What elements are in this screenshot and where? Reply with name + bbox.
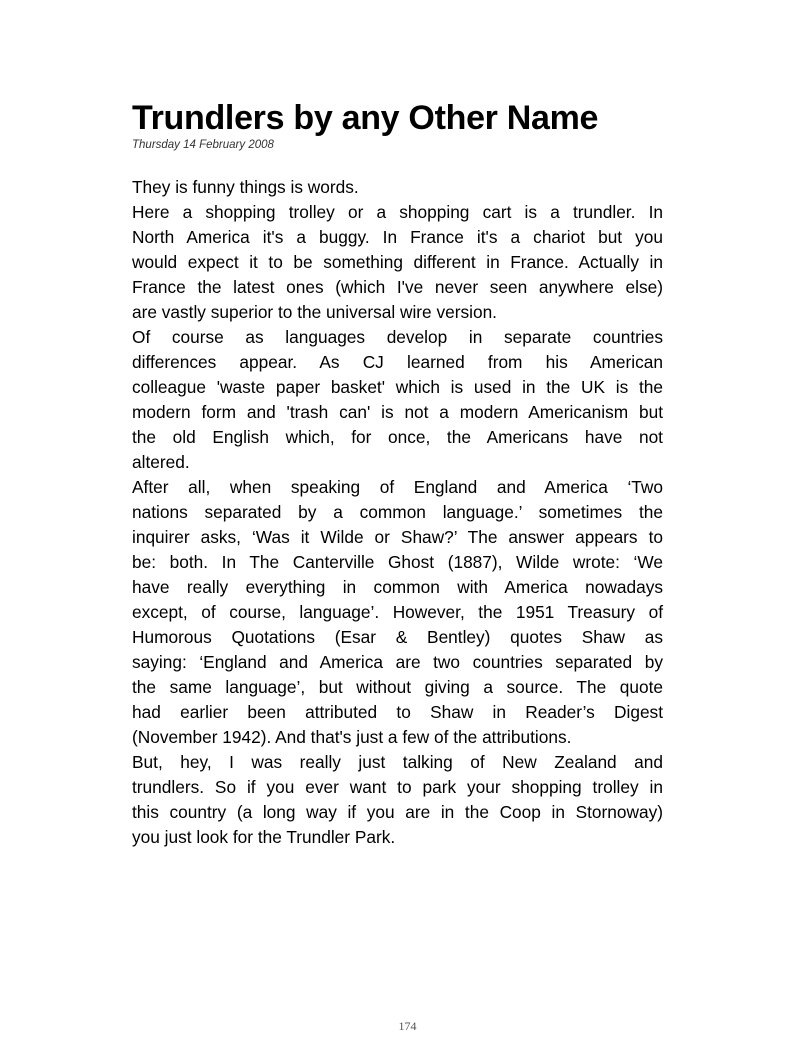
text-line: North America it's a buggy. In France it's a chariot but you [132, 227, 663, 247]
article-body [132, 175, 663, 850]
paragraph [132, 750, 663, 850]
text-line: the old English which, for once, the Americans have not [132, 427, 663, 447]
text-line: But, hey, I was really just talking of New Zealand and [132, 752, 663, 772]
text-line: have really everything in common with America nowadays [132, 577, 663, 597]
paragraph [132, 325, 663, 475]
text-line: would expect it to be something different in France. Actually in [132, 252, 663, 272]
text-line: nations separated by a common language.’ sometimes the [132, 502, 663, 522]
text-line: inquirer asks, ‘Was it Wilde or Shaw?’ The answer appears to [132, 527, 663, 547]
paragraph [132, 475, 663, 750]
paragraph [132, 175, 663, 200]
text-line: trundlers. So if you ever want to park your shopping trolley in [132, 777, 663, 797]
text-line: altered. [132, 452, 190, 472]
text-line: After all, when speaking of England and America ‘Two [132, 477, 663, 497]
text-line: had earlier been attributed to Shaw in Reader’s Digest [132, 702, 663, 722]
text-line: modern form and 'trash can' is not a modern Americanism but [132, 402, 663, 422]
text-line: Humorous Quotations (Esar & Bentley) quotes Shaw as [132, 627, 663, 647]
text-line: this country (a long way if you are in the Coop in Stornoway) [132, 802, 663, 822]
text-line: the same language’, but without giving a source. The quote [132, 677, 663, 697]
text-line: colleague 'waste paper basket' which is used in the UK is the [132, 377, 663, 397]
text-line: (November 1942). And that's just a few of the attributions. [132, 727, 572, 747]
text-line: you just look for the Trundler Park. [132, 827, 396, 847]
text-line: France the latest ones (which I've never seen anywhere else) [132, 277, 663, 297]
paragraph [132, 200, 663, 325]
text-line: They is funny things is words. [132, 177, 359, 197]
text-line: be: both. In The Canterville Ghost (1887), Wilde wrote: ‘We [132, 552, 663, 572]
page-number: 174 [398, 1019, 417, 1033]
article-date: Thursday 14 February 2008 [132, 139, 274, 151]
text-line: saying: ‘England and America are two countries separated by [132, 652, 663, 672]
text-line: are vastly superior to the universal wire version. [132, 302, 497, 322]
text-line: Of course as languages develop in separate countries [132, 327, 663, 347]
text-line: differences appear. As CJ learned from his American [132, 352, 663, 372]
text-line: except, of course, language’. However, the 1951 Treasury of [132, 602, 663, 622]
article-title: Trundlers by any Other Name [132, 99, 599, 137]
text-line: Here a shopping trolley or a shopping cart is a trundler. In [132, 202, 663, 222]
